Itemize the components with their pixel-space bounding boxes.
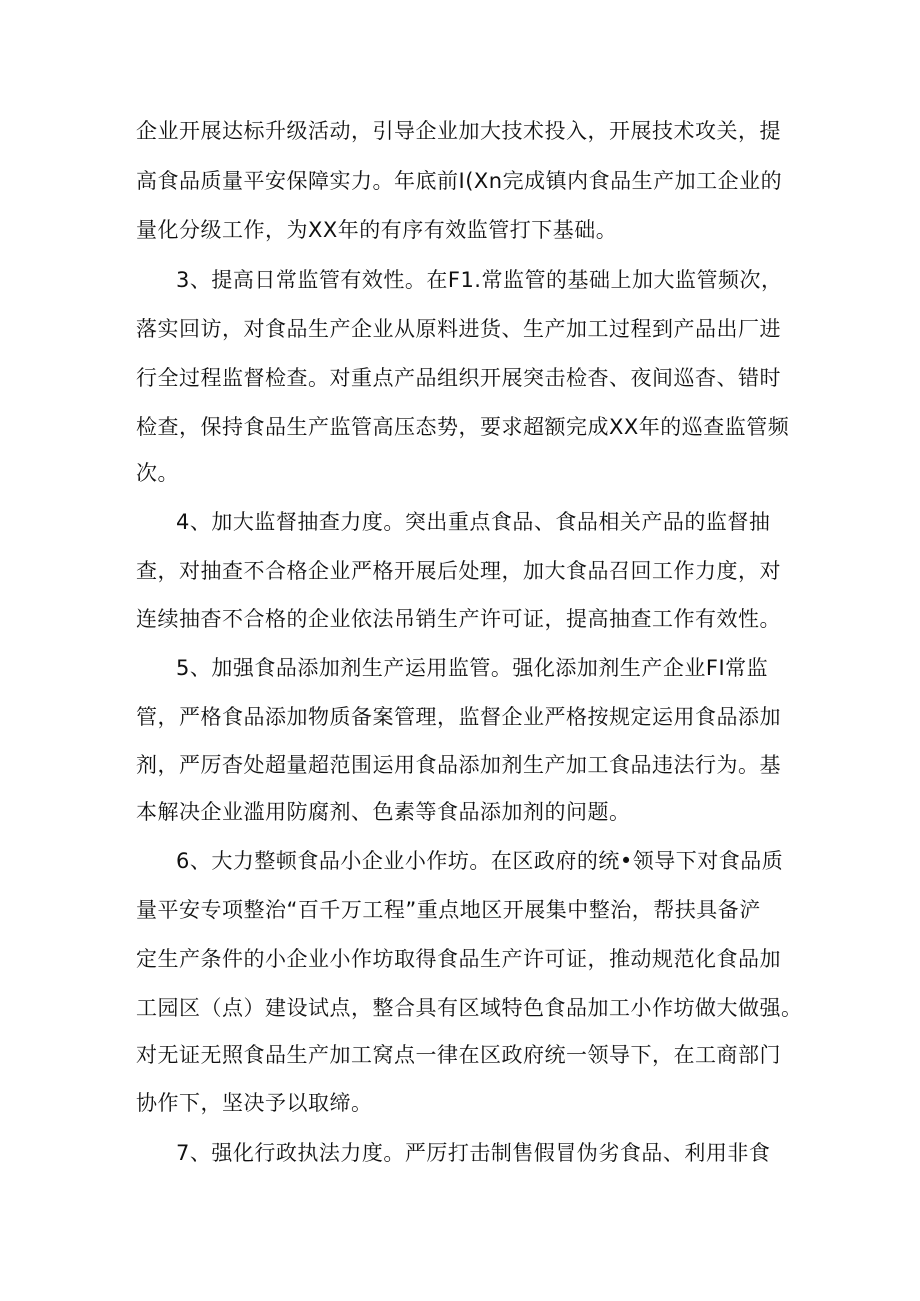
text-line: 对无证无照食品生产加工窝点一律在区政府统一领导下，在工商部门 [136,1043,781,1067]
text-line: 量平安专项整治“百千万工程”重点地区开展集中整治，帮扶具备浐 [136,898,761,922]
paragraph-3-start: 3、提高日常监管有效性。在F1.常监管的基础上加大监管频次， [176,268,783,292]
text-line: 协作下，坚决予以取缔。 [136,1091,373,1115]
text-line: 企业开展达标升级活动，引导企业加大技术投入，开展技术攻关，提 [136,119,781,143]
text-line: 管，严格食品添加物质备案管理，监督企业严格按规定运用食品添加 [136,705,781,729]
text-line: 查，对抽查不合格企业严格开展后处理，加大食品召回工作力度，对 [136,559,781,583]
text-line: 检查，保持食品生产监管高压态势，要求超额完成XX年的巡查监管频 [136,415,790,439]
paragraph-7-start: 7、强化行政执法力度。严厉打击制售假冒伪劣食品、利用非食 [176,1141,771,1165]
text-line: 行全过程监督检查。对重点产品组织开展突击检杳、夜间巡杳、错时 [136,366,781,390]
text-line: 定生产条件的小企业小作坊取得食品生产许可证，推动规范化食品加 [136,947,781,971]
text-line: 连续抽杳不合格的企业依法吊销生产许可证，提高抽查工作有效性。 [136,607,781,631]
text-line: 量化分级工作，为XX年的有序有效监管打下基础。 [136,218,618,242]
text-line: 工园区（点）建设试点，整合具有区域特色食品加工小作坊做大做强。 [136,996,803,1020]
paragraph-4-start: 4、加大监督抽查力度。突出重点食品、食品相关产品的监督抽 [176,510,771,534]
text-line: 本解决企业滥用防腐剂、色素等食品添加剂的问题。 [136,800,631,824]
text-line: 剂，严厉杳处超量超范围运用食品添加剂生产加工食品违法行为。基 [136,753,781,777]
text-line: 高食品质量平安保障实力。年底前I(Xn完成镇内食品生产加工企业的 [136,169,783,193]
paragraph-5-start: 5、加强食品添加剂生产运用监管。强化添加剂生产企业FI常监 [176,656,769,680]
text-line: 落实回访，对食品生产企业从原料进货、生产加工过程到产品出厂进 [136,317,781,341]
paragraph-6-start: 6、大力整顿食品小企业小作坊。在区政府的统•领导下对食品质 [176,849,784,873]
text-line: 次。 [136,461,179,485]
